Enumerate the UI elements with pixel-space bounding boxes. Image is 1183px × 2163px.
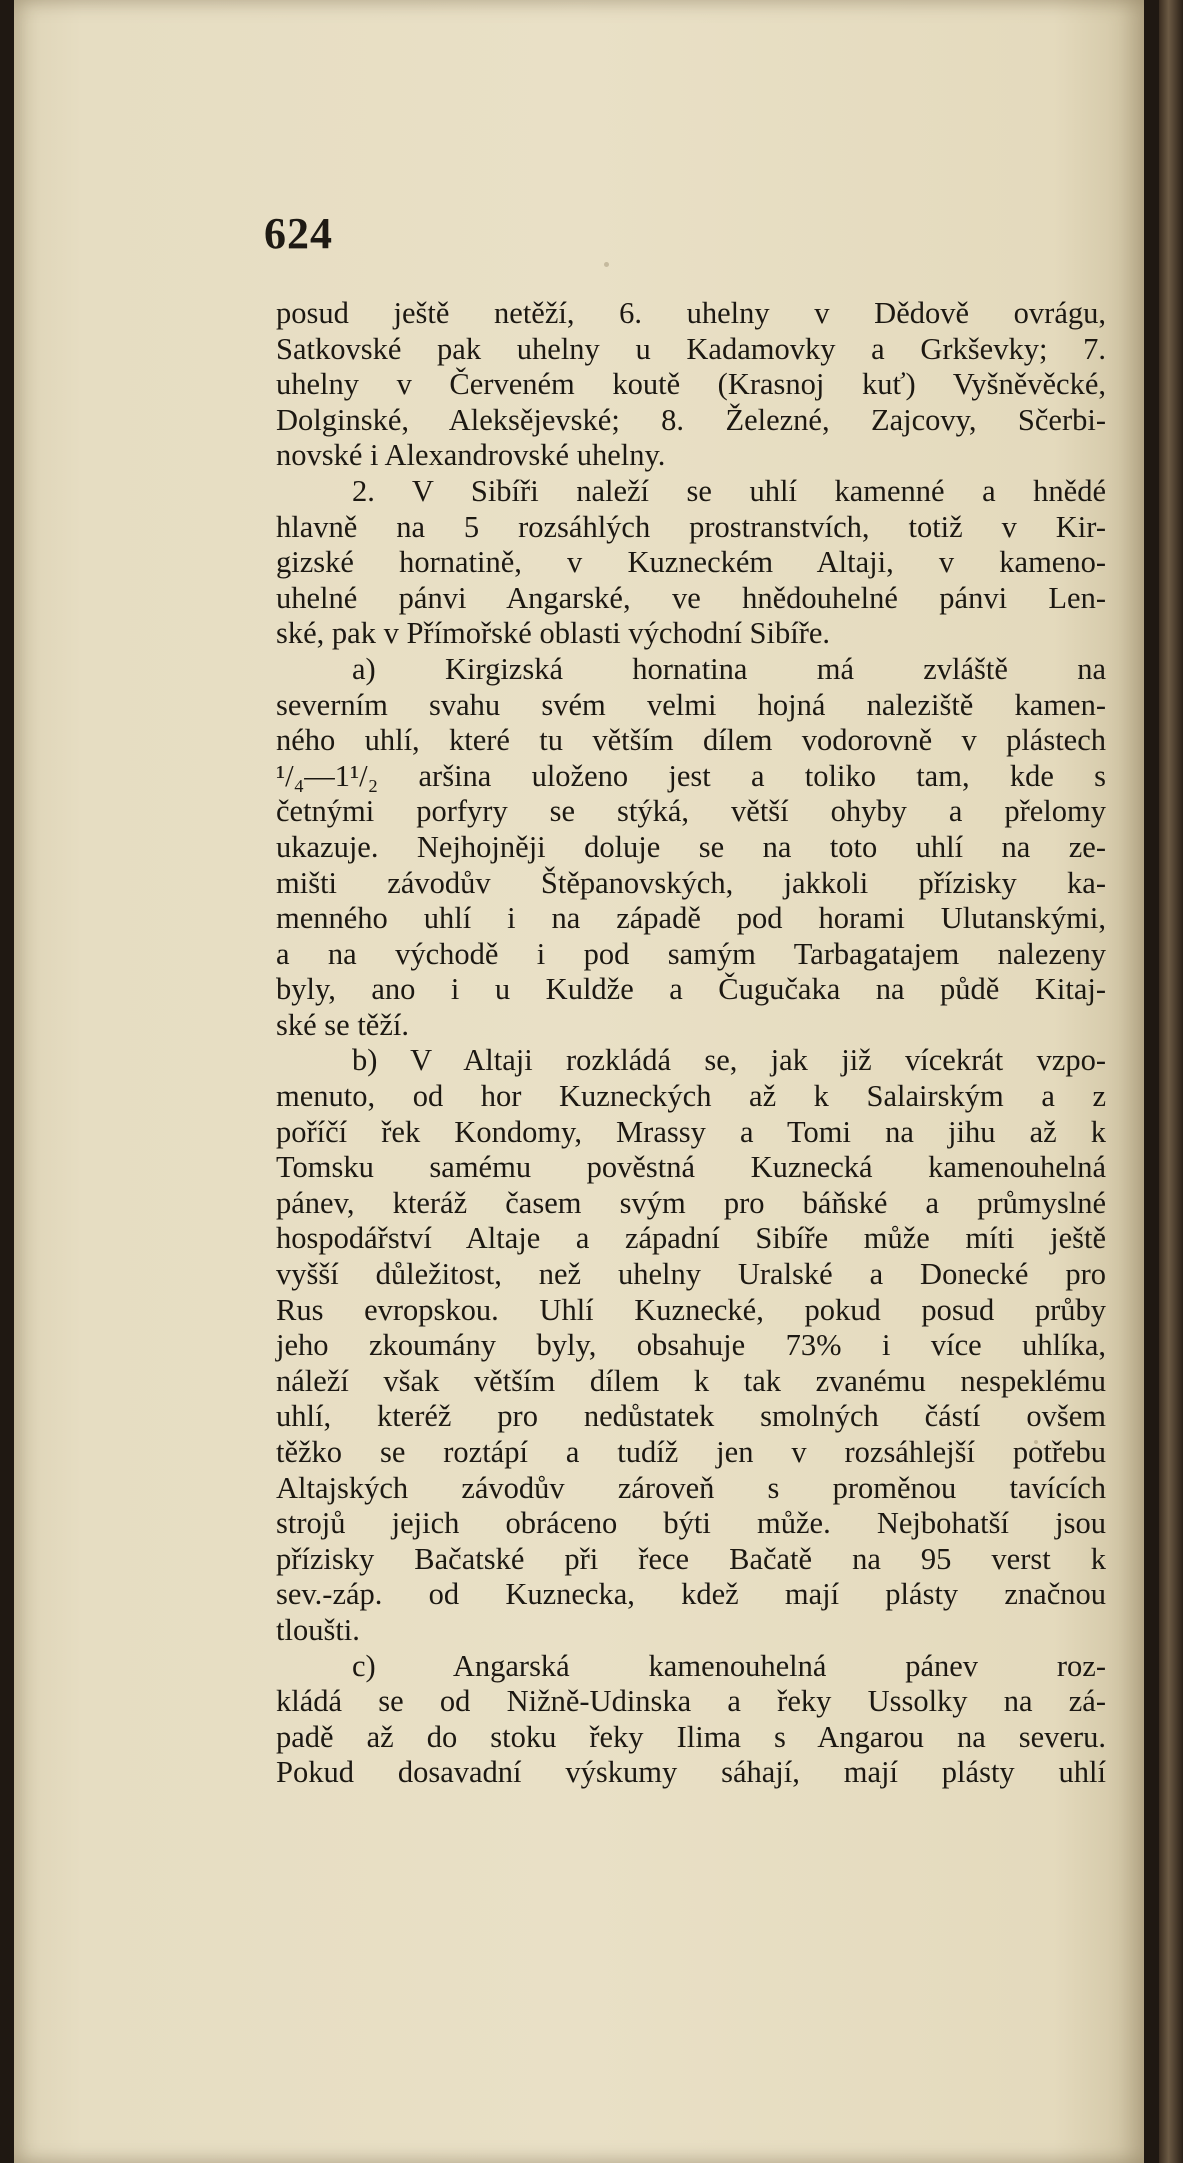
text-line: ské, pak v Přímořské oblasti východní Sibíře.	[276, 616, 831, 651]
book-gutter	[1159, 0, 1183, 2163]
text-line: posud ještě netěží, 6. uhelny v Dědově ovrágu,	[276, 296, 1106, 330]
body-text	[276, 296, 1106, 1791]
text-line: ¹/₄—1¹/₂ aršina uloženo jest a toliko tam, kde s	[276, 758, 1106, 793]
text-line: hospodářství Altaje a západní Sibíře může míti ještě	[276, 1221, 1106, 1256]
text-line: pánev, kteráž časem svým pro báňské a průmyslné	[276, 1185, 1106, 1220]
text-line: a) Kirgizská hornatina má zvláště na	[352, 651, 1106, 686]
text-line: c) Angarská kamenouhelná pánev roz-	[352, 1648, 1106, 1683]
text-line: náleží však větším dílem k tak zvanému nespeklému	[276, 1363, 1106, 1398]
text-line: Tomsku samému pověstná Kuznecká kamenouhelná	[276, 1150, 1106, 1185]
text-line: Altajských závodův zároveň s proměnou tavících	[276, 1470, 1106, 1505]
text-line: novské i Alexandrovské uhelny.	[276, 438, 666, 473]
page-number: 624	[264, 209, 333, 258]
text-line: těžko se roztápí a tudíž jen v rozsáhlejší potřebu	[276, 1435, 1106, 1469]
book-page	[14, 0, 1144, 2163]
text-line: Satkovské pak uhelny u Kadamovky a Grkševky; 7.	[276, 331, 1106, 366]
text-line: Pokud dosavadní výskumy sáhají, mají plásty uhlí	[276, 1755, 1106, 1790]
text-line: tloušti.	[276, 1612, 360, 1647]
text-line: byly, ano i u Kuldže a Čugučaka na půdě Kitaj-	[276, 972, 1106, 1007]
text-line: uhelny v Červeném koutě (Krasnoj kuť) Vyšněvěcké,	[276, 367, 1106, 402]
text-line: a na východě i pod samým Tarbagatajem nalezeny	[276, 936, 1106, 971]
text-line: vyšší důležitost, než uhelny Uralské a Donecké pro	[276, 1257, 1106, 1292]
text-line: uhlí, kteréž pro nedůstatek smolných částí ovšem	[276, 1399, 1106, 1434]
paper-speck	[604, 262, 609, 267]
text-line: Rus evropskou. Uhlí Kuznecké, pokud posud průby	[276, 1292, 1106, 1327]
text-line: jeho zkoumány byly, obsahuje 73% i více uhlíka,	[276, 1328, 1106, 1363]
text-line: ské se těží.	[276, 1007, 409, 1042]
text-line: padě až do stoku řeky Ilima s Angarou na severu.	[276, 1719, 1106, 1754]
text-line: gizské hornatině, v Kuzneckém Altaji, v kameno-	[276, 545, 1106, 580]
text-line: Dolginské, Aleksějevské; 8. Železné, Zajcovy, Sčerbi-	[276, 402, 1106, 437]
text-line: ukazuje. Nejhojněji doluje se na toto uhlí na ze-	[276, 829, 1106, 864]
text-line: poříčí řek Kondomy, Mrassy a Tomi na jihu až k	[276, 1114, 1106, 1149]
text-line: b) V Altaji rozkládá se, jak již vícekrát vzpo-	[352, 1043, 1106, 1078]
text-line: menného uhlí i na západě pod horami Ulutanskými,	[276, 901, 1106, 936]
text-line: mišti závodův Štěpanovských, jakkoli přízisky ka-	[276, 865, 1106, 900]
text-line: 2. V Sibíři naleží se uhlí kamenné a hnědé	[352, 473, 1106, 508]
text-line: menuto, od hor Kuzneckých až k Salairským a z	[276, 1079, 1106, 1114]
text-line: severním svahu svém velmi hojná naleziště kamen-	[276, 687, 1106, 722]
text-line: kládá se od Nižně-Udinska a řeky Ussolky na zá-	[276, 1684, 1106, 1719]
text-line: sev.-záp. od Kuznecka, kdež mají plásty značnou	[276, 1577, 1106, 1612]
text-line: uhelné pánvi Angarské, ve hnědouhelné pánvi Len-	[276, 580, 1106, 615]
text-line: strojů jejich obráceno býti může. Nejbohatší jsou	[276, 1506, 1106, 1541]
text-line: četnými porfyry se stýká, větší ohyby a přelomy	[276, 794, 1106, 829]
text-line: hlavně na 5 rozsáhlých prostranstvích, totiž v Kir-	[276, 509, 1106, 544]
text-line: přízisky Bačatské při řece Bačatě na 95 verst k	[276, 1541, 1106, 1576]
text-line: ného uhlí, které tu větším dílem vodorovně v plástech	[276, 723, 1106, 758]
